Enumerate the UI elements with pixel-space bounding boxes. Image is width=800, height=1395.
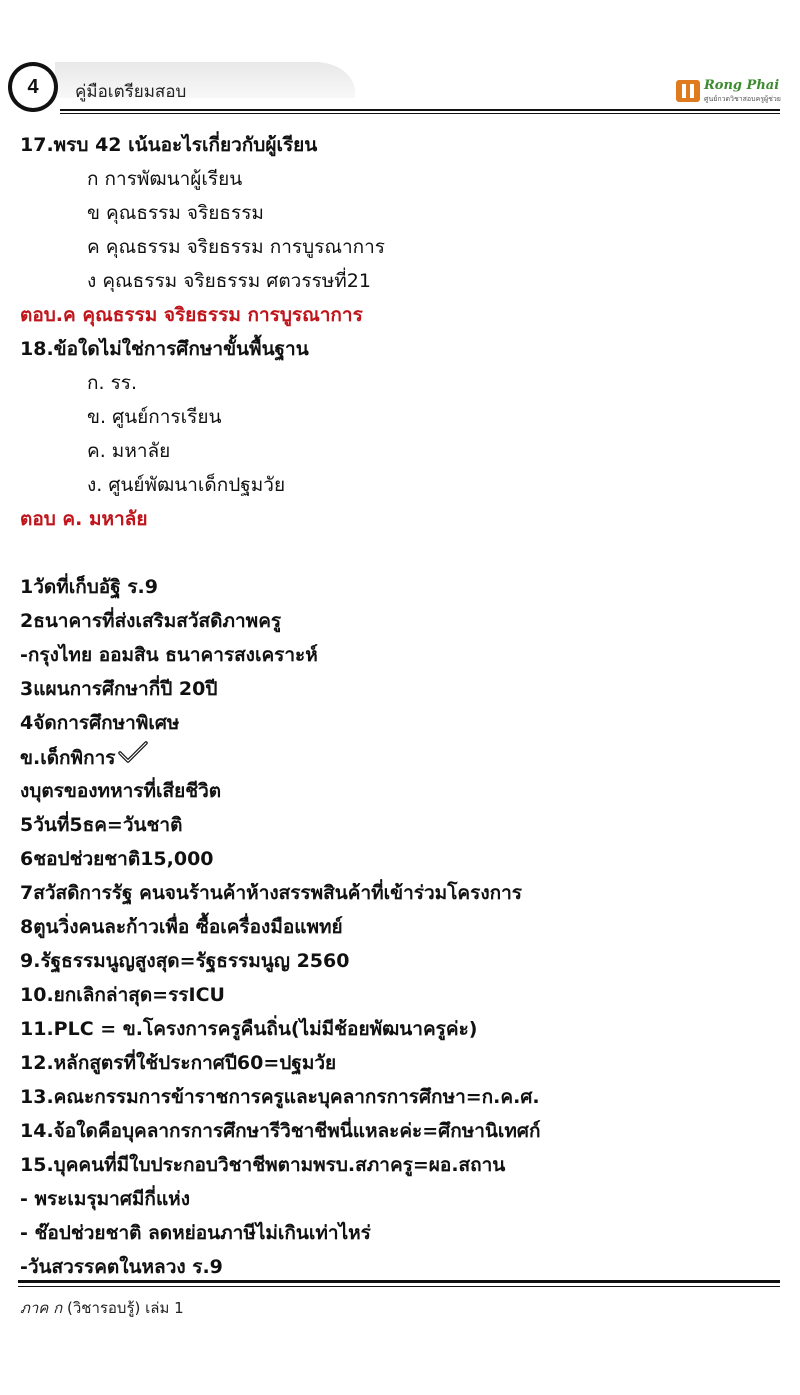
- q17-answer: ตอบ.ค คุณธรรม จริยธรรม การบูรณาการ: [20, 304, 363, 326]
- note-11: 8ตูนวิ่งคนละก้าวเพื่อ ซื้อเครื่องมือแพทย์: [20, 916, 343, 938]
- note-7: งบุตรของทหารที่เสียชีวิต: [20, 780, 222, 802]
- page-footer: [20, 1296, 184, 1320]
- page-content: [20, 128, 780, 1284]
- note-3: -กรุงไทย ออมสิน ธนาคารสงเคราะห์: [20, 644, 318, 666]
- q18-answer: ตอบ ค. มหาลัย: [20, 508, 148, 530]
- note-21: -วันสวรรคตในหลวง ร.9: [20, 1256, 223, 1278]
- note-1: 1วัดที่เก็บอัฐิ ร.9: [20, 576, 158, 598]
- logo-name: Rong Phai: [704, 78, 780, 93]
- note-20: - ช๊อปช่วยชาติ ลดหย่อนภาษีไม่เกินเท่าไหร่: [20, 1222, 371, 1244]
- note-15: 12.หลักสูตรที่ใช้ประกาศปี60=ปฐมวัย: [20, 1052, 337, 1074]
- note-12: 9.รัฐธรรมนูญสูงสุด=รัฐธรรมนูญ 2560: [20, 950, 350, 972]
- q17-option-a: ก การพัฒนาผู้เรียน: [87, 168, 243, 190]
- note-5: 4จัดการศึกษาพิเศษ: [20, 712, 180, 734]
- q17-option-c: ค คุณธรรม จริยธรรม การบูรณาการ: [87, 236, 386, 258]
- note-6: ข.เด็กพิการ: [20, 747, 116, 769]
- note-17: 14.จ้อใดคือบุคลากรการศึกษารีวิชาชีพนี่แหละค่ะ=ศึกษานิเทศก์: [20, 1120, 541, 1142]
- footer-rule: [18, 1280, 780, 1283]
- q17-option-d: ง คุณธรรม จริยธรรม ศตวรรษที่21: [87, 270, 371, 292]
- note-18: 15.บุคคนที่มีใบประกอบวิชาชีพตามพรบ.สภาครู=ผอ.สถาน: [20, 1154, 506, 1176]
- note-13: 10.ยกเลิกล่าสุด=รรICU: [20, 984, 225, 1006]
- footer-part-label: ภาค ก: [20, 1299, 63, 1317]
- question-18: 18.ข้อใดไม่ใช่การศึกษาขั้นพื้นฐาน: [20, 338, 309, 360]
- rong-phai-logo: [676, 76, 786, 106]
- book-title: คู่มือเตรียมสอบ: [75, 82, 187, 102]
- q18-option-d: ง. ศูนย์พัฒนาเด็กปฐมวัย: [87, 474, 286, 496]
- header-rule: [60, 109, 780, 111]
- note-6-row: [20, 740, 780, 774]
- note-9: 6ชอปช่วยชาติ15,000: [20, 848, 214, 870]
- footer-subject: (วิชารอบรู้): [66, 1299, 141, 1317]
- header-rule-thin: [60, 113, 780, 114]
- footer-rule-thin: [18, 1286, 780, 1287]
- logo-tagline: ศูนย์กวดวิชาสอบครูผู้ช่วย: [704, 95, 781, 103]
- page-number-badge: [8, 62, 58, 112]
- note-4: 3แผนการศึกษากี่ปี 20ปี: [20, 678, 218, 700]
- note-10: 7สวัสดิการรัฐ คนจนร้านค้าห้างสรรพสินค้าที่เข้าร่วมโครงการ: [20, 882, 522, 904]
- logo-mark-icon: [676, 80, 700, 102]
- note-2: 2ธนาคารที่ส่งเสริมสวัสดิภาพครู: [20, 610, 282, 632]
- page-number: 4: [12, 66, 54, 108]
- note-16: 13.คณะกรรมการข้าราชการครูและบุคลากรการศึกษา=ก.ค.ศ.: [20, 1086, 540, 1108]
- q18-option-a: ก. รร.: [87, 372, 138, 394]
- q18-option-c: ค. มหาลัย: [87, 440, 171, 462]
- q17-option-b: ข คุณธรรม จริยธรรม: [87, 202, 264, 224]
- footer-volume: เล่ม 1: [145, 1299, 184, 1317]
- note-8: 5วันที่5ธค=วันชาติ: [20, 814, 183, 836]
- page-header: [0, 50, 800, 120]
- checkmark-icon: [117, 740, 149, 777]
- note-19: - พระเมรุมาศมีกี่แห่ง: [20, 1188, 190, 1210]
- question-17: 17.พรบ 42 เน้นอะไรเกี่ยวกับผู้เรียน: [20, 134, 318, 156]
- note-14: 11.PLC = ข.โครงการครูคืนถิ่น(ไม่มีช้อยพัฒนาครูค่ะ): [20, 1018, 478, 1040]
- q18-option-b: ข. ศูนย์การเรียน: [87, 406, 222, 428]
